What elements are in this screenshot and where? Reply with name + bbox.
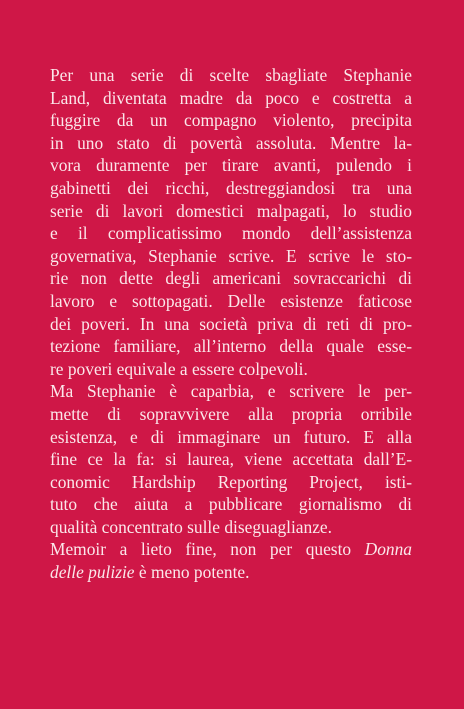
text-line: tezione familiare, all’interno della quale esse- <box>50 336 412 357</box>
text-line: in uno stato di povertà assoluta. Mentre la- <box>50 132 412 153</box>
text-line: mette di sopravvivere alla propria orribile <box>50 403 412 424</box>
text-line: fuggire da un compagno violento, precipita <box>50 110 412 131</box>
paragraph-2 <box>50 380 412 538</box>
text-line: serie di lavori domestici malpagati, lo studio <box>50 200 412 221</box>
text-line: fine ce la fa: si laurea, viene accettata dall’E- <box>50 449 412 470</box>
synopsis-text <box>50 64 412 584</box>
text-line: gabinetti dei ricchi, destreggiandosi tra una <box>50 177 412 198</box>
text-line: Ma Stephanie è caparbia, e scrivere le per- <box>50 381 412 402</box>
text-line: Land, diventata madre da poco e costretta a <box>50 87 412 108</box>
text-line <box>50 538 412 561</box>
text-line: qualità concentrato sulle diseguaglianze. <box>50 516 333 537</box>
text-line: governativa, Stephanie scrive. E scrive le sto- <box>50 245 412 266</box>
text-segment: è meno potente. <box>134 562 250 583</box>
paragraph-1 <box>50 64 412 380</box>
text-line: vora duramente per tirare avanti, pulendo i <box>50 155 412 176</box>
text-line: Per una serie di scelte sbagliate Stephanie <box>50 65 412 85</box>
text-line: rie non dette degli americani sovraccarichi di <box>50 268 412 289</box>
text-line: lavoro e sottopagati. Delle esistenze faticose <box>50 290 412 311</box>
text-line: dei poveri. In una società priva di reti di pro- <box>50 313 412 334</box>
text-line: re poveri equivale a essere colpevoli. <box>50 358 308 379</box>
text-line: conomic Hardship Reporting Project, isti- <box>50 471 412 492</box>
text-line: e il complicatissimo mondo dell’assistenza <box>50 223 412 244</box>
text-line <box>50 561 412 584</box>
book-title-segment: Donna <box>364 539 412 560</box>
text-line: tuto che aiuta a pubblicare giornalismo di <box>50 494 412 515</box>
text-line: esistenza, e di immaginare un futuro. E alla <box>50 426 412 447</box>
paragraph-3 <box>50 538 412 583</box>
book-title-segment: delle pulizie <box>50 562 135 583</box>
text-segment: Memoir a lieto fine, non per questo <box>50 539 365 560</box>
